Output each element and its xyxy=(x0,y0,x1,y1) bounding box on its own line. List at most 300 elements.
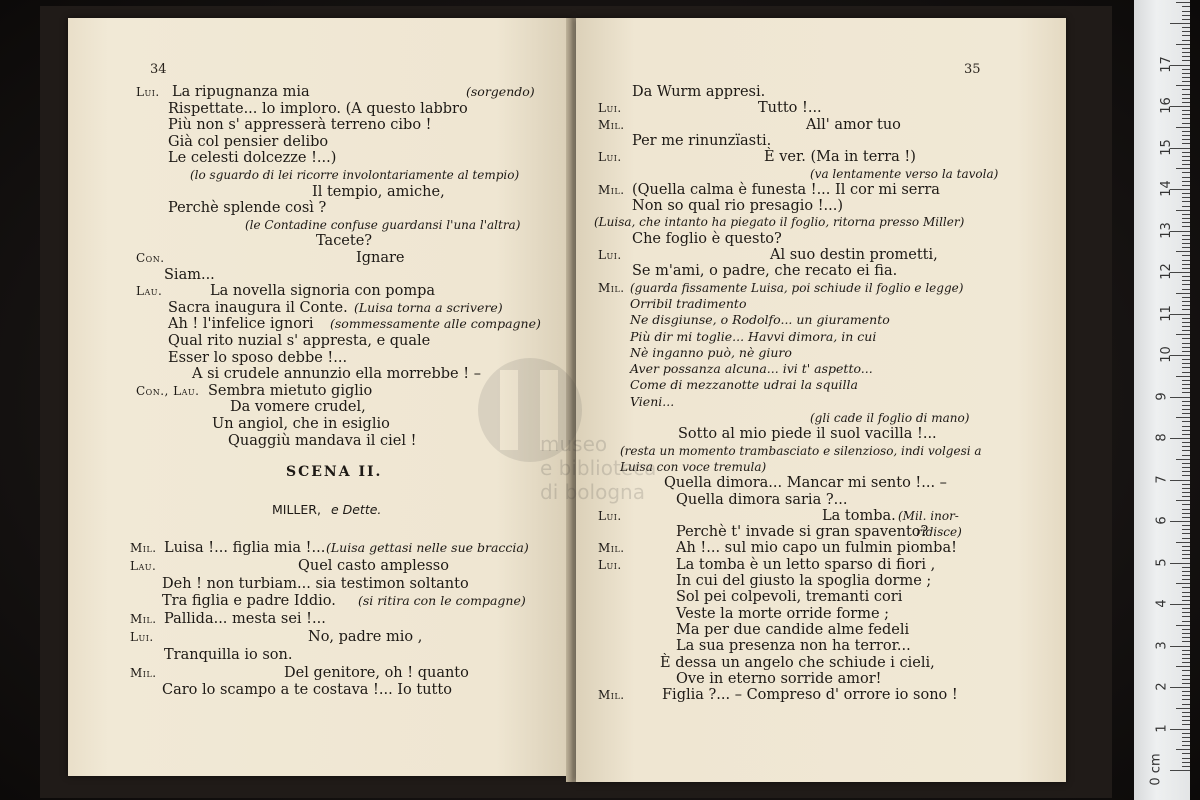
ruler-tick xyxy=(1170,604,1190,605)
ruler-tick xyxy=(1176,542,1190,543)
ruler-number: 6 xyxy=(1154,516,1170,525)
ruler-tick xyxy=(1182,467,1190,468)
ruler-tick xyxy=(1182,720,1190,721)
ruler-tick xyxy=(1182,699,1190,700)
verse-line: (Quella calma è funesta !... Il cor mi serra xyxy=(632,181,940,198)
verse-line: Sol pei colpevoli, tremanti cori xyxy=(676,589,903,606)
ruler-tick xyxy=(1182,745,1190,746)
ruler-tick xyxy=(1182,6,1190,7)
verse-line: Ignare xyxy=(356,250,405,266)
ruler-tick xyxy=(1182,131,1190,132)
ruler-number: 9 xyxy=(1154,391,1170,401)
speaker-label: Mil. xyxy=(598,541,625,556)
ruler-tick xyxy=(1182,301,1190,302)
stage-direction: ridisce) xyxy=(916,525,962,540)
speaker-label: Con. xyxy=(136,251,165,265)
ruler-tick xyxy=(1170,563,1190,564)
ruler-tick xyxy=(1170,646,1190,647)
ruler-number: 4 xyxy=(1154,599,1170,608)
verse-line: Sotto al mio piede il suol vacilla !... xyxy=(678,426,937,443)
ruler-tick xyxy=(1182,558,1190,559)
verse-line: Ah !... sul mio capo un fulmin piomba! xyxy=(676,540,957,557)
ruler-number: 5 xyxy=(1154,557,1170,567)
ruler-tick xyxy=(1182,484,1190,485)
ruler-tick xyxy=(1176,376,1190,377)
stage-direction: Orribil tradimento xyxy=(630,295,747,311)
ruler-tick xyxy=(1182,426,1190,427)
speaker-label: Lui. xyxy=(598,248,622,262)
verse-line: Tra figlia e padre Iddio. xyxy=(162,593,336,610)
ruler-number: 13 xyxy=(1158,221,1174,239)
verse-line: La sua presenza non ha terror... xyxy=(676,638,911,655)
watermark-line-1: museo xyxy=(540,432,608,456)
ruler-number: 11 xyxy=(1158,304,1174,322)
ruler-tick xyxy=(1176,459,1190,460)
ruler-tick xyxy=(1182,268,1190,269)
verse-line: Quella dimora... Mancar mi sento !... – xyxy=(664,475,947,492)
ruler-tick xyxy=(1182,193,1190,194)
ruler-tick xyxy=(1182,475,1190,476)
ruler-tick xyxy=(1182,318,1190,319)
ruler-tick xyxy=(1182,102,1190,103)
ruler-tick xyxy=(1182,197,1190,198)
ruler-tick xyxy=(1182,322,1190,323)
ruler-tick xyxy=(1182,650,1190,651)
stage-direction: Nè inganno può, nè giuro xyxy=(630,344,792,360)
ruler-tick xyxy=(1176,2,1190,3)
speaker-label: Lui. xyxy=(130,630,154,644)
stage-direction: (resta un momento trambasciato e silenzioso, indi volgesi a xyxy=(620,443,982,458)
ruler-tick xyxy=(1182,621,1190,622)
stage-direction: Vieni... xyxy=(630,393,675,409)
ruler-tick xyxy=(1182,222,1190,223)
ruler-tick xyxy=(1176,417,1190,418)
ruler-tick xyxy=(1182,679,1190,680)
ruler-tick xyxy=(1182,753,1190,754)
stage-direction: (le Contadine confuse guardansi l'una l'altra) xyxy=(245,217,521,232)
ruler-tick xyxy=(1182,724,1190,725)
verse-line: Che foglio è questo? xyxy=(632,230,782,247)
ruler-tick xyxy=(1182,372,1190,373)
ruler-tick xyxy=(1182,629,1190,630)
ruler-tick xyxy=(1182,297,1190,298)
ruler-tick xyxy=(1182,612,1190,613)
ruler-tick xyxy=(1170,729,1190,730)
verse-line: Per me rinunzïasti. xyxy=(632,132,772,149)
ruler-tick xyxy=(1182,463,1190,464)
verse-line: La ripugnanza mia xyxy=(172,84,310,100)
verse-line: Luisa !... figlia mia !... xyxy=(164,540,326,556)
verse-line: Da Wurm appresi. xyxy=(632,84,766,100)
ruler-number: 15 xyxy=(1158,138,1174,156)
stage-direction: (lo sguardo di lei ricorre involontariamente al tempio) xyxy=(190,168,520,182)
verse-line: All' amor tuo xyxy=(806,116,901,133)
ruler-tick xyxy=(1182,330,1190,331)
ruler-tick xyxy=(1182,338,1190,339)
ruler-tick xyxy=(1182,517,1190,518)
ruler-tick xyxy=(1182,496,1190,497)
stage-direction: (Mil. inor- xyxy=(898,508,959,523)
ruler-tick xyxy=(1170,23,1190,24)
ruler-tick xyxy=(1182,546,1190,547)
ruler-tick xyxy=(1182,177,1190,178)
ruler-tick xyxy=(1182,741,1190,742)
verse-line: Quaggiù mandava il ciel ! xyxy=(228,432,417,449)
stage-direction: (guarda fissamente Luisa, poi schiude il foglio e legge) xyxy=(630,280,964,295)
ruler-tick xyxy=(1182,15,1190,16)
speaker-label: Mil. xyxy=(130,541,157,555)
verse-line: È dessa un angelo che schiude i cieli, xyxy=(660,654,935,671)
ruler-tick xyxy=(1182,670,1190,671)
ruler-tick xyxy=(1182,94,1190,95)
scale-ruler xyxy=(1134,0,1190,800)
ruler-tick xyxy=(1176,666,1190,667)
verse-line: Quella dimora saria ?... xyxy=(676,491,848,508)
ruler-tick xyxy=(1182,592,1190,593)
ruler-tick xyxy=(1182,434,1190,435)
right-page-number: 35 xyxy=(964,62,981,77)
speaker-label: Lui. xyxy=(136,85,160,99)
ruler-tick xyxy=(1182,691,1190,692)
ruler-tick xyxy=(1182,89,1190,90)
verse-line: Quel casto amplesso xyxy=(298,557,449,574)
ruler-tick xyxy=(1182,363,1190,364)
ruler-tick xyxy=(1170,521,1190,522)
ruler-tick xyxy=(1182,488,1190,489)
ruler-tick xyxy=(1182,525,1190,526)
ruler-tick xyxy=(1182,554,1190,555)
ruler-number: 2 xyxy=(1154,682,1170,691)
ruler-tick xyxy=(1182,73,1190,74)
ruler-tick xyxy=(1176,44,1190,45)
stage-direction: (Luisa, che intanto ha piegato il foglio, ritorna presso Miller) xyxy=(594,215,965,230)
speaker-label: Mil. xyxy=(598,280,625,295)
ruler-tick xyxy=(1182,641,1190,642)
ruler-tick xyxy=(1182,214,1190,215)
ruler-tick xyxy=(1182,533,1190,534)
ruler-tick xyxy=(1182,616,1190,617)
ruler-tick xyxy=(1182,762,1190,763)
ruler-tick xyxy=(1176,210,1190,211)
ruler-tick xyxy=(1182,695,1190,696)
ruler-tick xyxy=(1182,367,1190,368)
ruler-number: 17 xyxy=(1158,55,1174,73)
watermark-line-3: di bologna xyxy=(540,480,645,504)
verse-line: Il tempio, amiche, xyxy=(312,183,445,200)
ruler-tick xyxy=(1182,637,1190,638)
ruler-tick xyxy=(1182,380,1190,381)
ruler-number: 3 xyxy=(1154,640,1170,650)
ruler-tick xyxy=(1182,471,1190,472)
ruler-tick xyxy=(1182,758,1190,759)
ruler-tick xyxy=(1182,587,1190,588)
ruler-tick xyxy=(1182,52,1190,53)
ruler-tick xyxy=(1182,110,1190,111)
verse-line: Qual rito nuzial s' appresta, e quale xyxy=(168,333,431,349)
ruler-tick xyxy=(1182,509,1190,510)
verse-line: Deh ! non turbiam... sia testimon soltanto xyxy=(162,575,469,592)
ruler-tick xyxy=(1182,737,1190,738)
speaker-label: Mil. xyxy=(598,688,625,703)
ruler-tick xyxy=(1182,421,1190,422)
ruler-tick xyxy=(1182,31,1190,32)
ruler-tick xyxy=(1182,608,1190,609)
ruler-tick xyxy=(1182,351,1190,352)
ruler-tick xyxy=(1182,392,1190,393)
ruler-tick xyxy=(1182,69,1190,70)
stage-direction: (Luisa gettasi nelle sue braccia) xyxy=(326,540,529,555)
ruler-tick xyxy=(1182,654,1190,655)
ruler-tick xyxy=(1182,529,1190,530)
verse-line: Più non s' appresserà terreno cibo ! xyxy=(168,117,432,134)
ruler-tick xyxy=(1182,264,1190,265)
cast-line xyxy=(272,502,381,518)
ruler-tick xyxy=(1170,687,1190,688)
ruler-tick xyxy=(1182,235,1190,236)
ruler-tick xyxy=(1182,347,1190,348)
ruler-tick xyxy=(1182,430,1190,431)
ruler-tick xyxy=(1182,571,1190,572)
speaker-label: Con., Lau. xyxy=(136,383,200,398)
verse-line: Pallida... mesta sei !... xyxy=(164,611,326,628)
ruler-tick xyxy=(1170,480,1190,481)
stage-direction: Luisa con voce tremula) xyxy=(620,459,767,474)
ruler-tick xyxy=(1182,413,1190,414)
ruler-tick xyxy=(1182,401,1190,402)
ruler-tick xyxy=(1182,683,1190,684)
verse-line: In cui del giusto la spoglia dorme ; xyxy=(676,573,932,589)
ruler-number: 8 xyxy=(1154,433,1170,442)
ruler-tick xyxy=(1182,218,1190,219)
ruler-tick xyxy=(1182,123,1190,124)
speaker-label: Lui. xyxy=(598,150,622,165)
ruler-tick xyxy=(1182,513,1190,514)
verse-line: No, padre mio , xyxy=(308,629,423,645)
ruler-tick xyxy=(1182,139,1190,140)
verse-line: Caro lo scampo a te costava !... Io tutto xyxy=(162,682,452,699)
ruler-tick xyxy=(1176,500,1190,501)
ruler-tick xyxy=(1182,247,1190,248)
verse-line: Tacete? xyxy=(316,233,373,250)
verse-line: Ah ! l'infelice ignori xyxy=(168,316,314,333)
ruler-tick xyxy=(1182,359,1190,360)
ruler-tick xyxy=(1182,343,1190,344)
ruler-tick xyxy=(1182,135,1190,136)
ruler-tick xyxy=(1182,118,1190,119)
ruler-tick xyxy=(1182,27,1190,28)
ruler-tick xyxy=(1182,243,1190,244)
ruler-number: 1 xyxy=(1154,723,1170,733)
stage-direction: (gli cade il foglio di mano) xyxy=(810,411,970,425)
ruler-tick xyxy=(1182,766,1190,767)
ruler-tick xyxy=(1182,284,1190,285)
ruler-tick xyxy=(1182,40,1190,41)
stage-direction: Aver possanza alcuna... ivi t' aspetto... xyxy=(630,361,873,377)
ruler-tick xyxy=(1182,114,1190,115)
ruler-tick xyxy=(1170,770,1190,771)
stage-direction: Più dir mi toglie... Havvi dimora, in cui xyxy=(630,328,877,344)
ruler-tick xyxy=(1176,708,1190,709)
ruler-tick xyxy=(1182,409,1190,410)
ruler-tick xyxy=(1182,450,1190,451)
ruler-tick xyxy=(1182,579,1190,580)
speaker-label: Lui. xyxy=(598,508,622,523)
ruler-tick xyxy=(1176,168,1190,169)
verse-line: Le celesti dolcezze !...) xyxy=(168,150,337,167)
ruler-tick xyxy=(1182,600,1190,601)
speaker-label: Lau. xyxy=(136,284,163,299)
ruler-tick xyxy=(1182,98,1190,99)
ruler-tick xyxy=(1182,596,1190,597)
ruler-tick xyxy=(1182,662,1190,663)
ruler-tick xyxy=(1182,164,1190,165)
ruler-tick xyxy=(1182,206,1190,207)
watermark-text xyxy=(540,432,656,504)
verse-line: La novella signoria con pompa xyxy=(210,283,435,300)
ruler-tick xyxy=(1182,305,1190,306)
verse-line: Se m'ami, o padre, che recato ei fia. xyxy=(632,263,898,280)
verse-line: Esser lo sposo debbe !... xyxy=(168,349,348,366)
ruler-unit-label: 0 cm xyxy=(1148,753,1164,786)
ruler-tick xyxy=(1182,384,1190,385)
ruler-tick xyxy=(1182,675,1190,676)
ruler-tick xyxy=(1182,19,1190,20)
ruler-tick xyxy=(1182,201,1190,202)
verse-line: Veste la morte orride forme ; xyxy=(676,605,890,622)
ruler-tick xyxy=(1182,255,1190,256)
ruler-tick xyxy=(1182,11,1190,12)
ruler-tick xyxy=(1176,334,1190,335)
verse-line: Figlia ?... – Compreso d' orrore io sono ! xyxy=(662,687,958,704)
speaker-label: Lui. xyxy=(598,557,622,572)
ruler-tick xyxy=(1176,583,1190,584)
verse-line: Siam... xyxy=(164,266,215,283)
verse-line: Già col pensier delibo xyxy=(168,133,329,150)
speaker-label: Mil. xyxy=(598,117,625,132)
ruler-tick xyxy=(1182,575,1190,576)
ruler-tick xyxy=(1182,143,1190,144)
ruler-tick xyxy=(1182,326,1190,327)
ruler-tick xyxy=(1182,455,1190,456)
ruler-tick xyxy=(1170,397,1190,398)
ruler-tick xyxy=(1182,226,1190,227)
ruler-tick xyxy=(1182,156,1190,157)
ruler-tick xyxy=(1182,77,1190,78)
ruler-tick xyxy=(1176,85,1190,86)
ruler-tick xyxy=(1182,56,1190,57)
ruler-tick xyxy=(1176,625,1190,626)
ruler-tick xyxy=(1182,538,1190,539)
cast-name: MILLER, xyxy=(272,502,321,517)
ruler-number: 16 xyxy=(1158,97,1174,114)
scene-heading: SCENA II. xyxy=(286,464,383,480)
ruler-tick xyxy=(1182,35,1190,36)
ruler-tick xyxy=(1170,438,1190,439)
verse-line: La tomba è un letto sparso di fiori , xyxy=(676,556,936,573)
ruler-tick xyxy=(1182,181,1190,182)
verse-line: Ma per due candide alme fedeli xyxy=(676,621,910,638)
speaker-label: Lui. xyxy=(598,101,622,116)
ruler-tick xyxy=(1182,289,1190,290)
verse-line: Del genitore, oh ! quanto xyxy=(284,664,469,681)
ruler-tick xyxy=(1182,185,1190,186)
ruler-number: 10 xyxy=(1158,346,1174,363)
verse-line: È ver. (Ma in terra !) xyxy=(764,149,916,166)
left-page-number: 34 xyxy=(150,62,167,77)
verse-line: Sacra inaugura il Conte. xyxy=(168,299,348,316)
ruler-tick xyxy=(1182,550,1190,551)
ruler-tick xyxy=(1182,712,1190,713)
stage-direction: (va lentamente verso la tavola) xyxy=(810,166,999,181)
verse-line: Perchè t' invade si gran spavento? xyxy=(676,524,929,541)
ruler-tick xyxy=(1182,160,1190,161)
ruler-tick xyxy=(1182,446,1190,447)
ruler-tick xyxy=(1182,492,1190,493)
ruler-tick xyxy=(1182,48,1190,49)
ruler-tick xyxy=(1182,239,1190,240)
verse-line: Tranquilla io son. xyxy=(164,646,293,663)
ruler-tick xyxy=(1176,749,1190,750)
ruler-tick xyxy=(1182,276,1190,277)
speaker-label: Mil. xyxy=(130,612,157,627)
verse-line: Non so qual rio presagio !...) xyxy=(632,198,844,215)
stage-direction: (si ritira con le compagne) xyxy=(358,593,526,609)
ruler-tick xyxy=(1182,504,1190,505)
speaker-label: Mil. xyxy=(130,665,157,680)
stage-direction: Come di mezzanotte udrai la squilla xyxy=(630,377,858,393)
ruler-tick xyxy=(1182,704,1190,705)
verse-line: Un angiol, che in esiglio xyxy=(212,416,390,432)
ruler-tick xyxy=(1182,60,1190,61)
verse-line: Al suo destin prometti, xyxy=(770,247,938,263)
stage-direction: (sommessamente alle compagne) xyxy=(330,316,541,332)
ruler-tick xyxy=(1182,658,1190,659)
speaker-label: Mil. xyxy=(598,182,625,197)
ruler-tick xyxy=(1182,733,1190,734)
stage-direction: (Luisa torna a scrivere) xyxy=(354,299,503,315)
verse-line: A si crudele annunzio ella morrebbe ! – xyxy=(192,366,481,383)
stage-direction: (sorgendo) xyxy=(466,84,535,99)
verse-line: Da vomere crudel, xyxy=(230,399,366,416)
ruler-tick xyxy=(1182,442,1190,443)
stage-direction: Ne disgiunse, o Rodolfo... un giuramento xyxy=(630,312,890,328)
ruler-tick xyxy=(1182,280,1190,281)
ruler-tick xyxy=(1182,172,1190,173)
ruler-tick xyxy=(1182,152,1190,153)
verse-line: Rispettate... lo imploro. (A questo labbro xyxy=(168,100,468,117)
verse-line: Perchè splende così ? xyxy=(168,200,327,217)
ruler-tick xyxy=(1182,309,1190,310)
ruler-tick xyxy=(1182,405,1190,406)
ruler-tick xyxy=(1182,388,1190,389)
ruler-tick xyxy=(1176,127,1190,128)
ruler-tick xyxy=(1176,251,1190,252)
verse-line: Sembra mietuto giglio xyxy=(208,382,373,399)
ruler-tick xyxy=(1182,81,1190,82)
ruler-number: 7 xyxy=(1154,474,1170,484)
ruler-number: 12 xyxy=(1158,263,1174,280)
verse-line: Ove in eterno sorride amor! xyxy=(676,670,882,687)
ruler-number: 14 xyxy=(1158,180,1174,197)
cast-rest: e Dette. xyxy=(330,502,382,517)
ruler-tick xyxy=(1176,293,1190,294)
ruler-tick xyxy=(1182,633,1190,634)
ruler-tick xyxy=(1182,716,1190,717)
ruler-tick xyxy=(1182,567,1190,568)
verse-line: La tomba. xyxy=(822,507,896,524)
verse-line: Tutto !... xyxy=(758,100,822,117)
watermark-line-2: e biblioteca xyxy=(540,456,657,480)
